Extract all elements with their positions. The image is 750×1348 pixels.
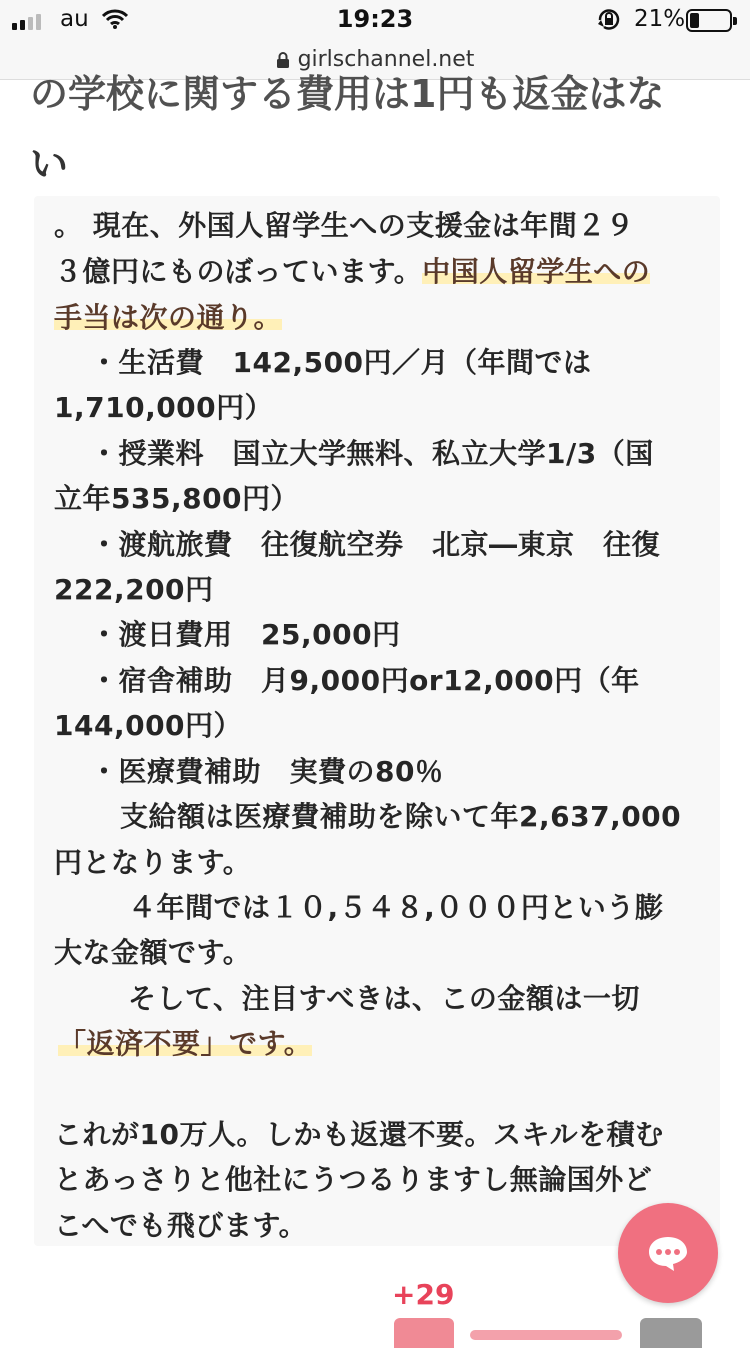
quote-line: これが10万人。しかも返還不要。スキルを積む	[54, 1118, 664, 1151]
quote-line: ・医療費補助 実費の80％	[90, 755, 444, 788]
plus-vote-button[interactable]	[394, 1318, 454, 1348]
quote-line: 144,000円）	[54, 709, 243, 742]
quote-line: ・生活費 142,500円／月（年間では	[90, 346, 592, 379]
battery-percent: 21%	[634, 6, 686, 32]
highlight-text: 手当は次の通り。	[54, 301, 283, 334]
clock: 19:23	[336, 5, 414, 33]
quote-line: ・宿舎補助 月9,000円or12,000円（年	[90, 664, 640, 697]
quote-line: 円となります。	[54, 846, 252, 879]
quote-line: 222,200円	[54, 573, 214, 606]
quote-line	[54, 250, 650, 290]
quote-line: こへでも飛びます。	[54, 1209, 308, 1242]
quote-text: ３億円にものぼっています。	[54, 255, 423, 288]
quote-line	[128, 977, 640, 1017]
post-heading-line: の学校に関する費用は1円も返金はな	[30, 72, 665, 116]
chat-bubble-icon	[646, 1233, 690, 1273]
quote-line: ４年間では１０,５４８,０００円という膨	[128, 891, 664, 924]
quote-line: 大な金額です。	[54, 936, 252, 969]
carrier-label: au	[60, 6, 89, 32]
minus-vote-button[interactable]	[640, 1318, 702, 1348]
status-bar	[0, 0, 750, 40]
quote-line: ・渡航旅費 往復航空券 北京―東京 往復	[90, 528, 661, 561]
quote-line: ・渡日費用 25,000円	[90, 618, 401, 651]
quote-text: そして、注目すべきは、この金額は一切	[128, 982, 640, 1015]
quote-line: ・授業料 国立大学無料、私立大学1/3（国	[90, 437, 654, 470]
quote-line	[54, 296, 282, 336]
quote-line: 。 現在、外国人留学生への支援金は年間２９	[54, 209, 635, 242]
comment-button[interactable]	[618, 1203, 718, 1303]
url-text: girlschannel.net	[297, 47, 475, 72]
quote-line: 支給額は医療費補助を除いて年2,637,000	[120, 800, 682, 833]
post-heading-line: い	[30, 142, 69, 186]
quote-line	[58, 1022, 312, 1062]
battery-icon	[686, 9, 732, 32]
highlight-text: 「返済不要」です。	[58, 1027, 313, 1060]
vote-ratio-bar	[470, 1330, 622, 1340]
quote-line: 1,710,000円）	[54, 391, 274, 424]
rotation-lock-icon	[596, 8, 622, 32]
quote-line: 立年535,800円）	[54, 482, 300, 515]
vote-score: +29	[392, 1278, 455, 1311]
quote-line: とあっさりと他社にうつるりますし無論国外ど	[54, 1163, 653, 1196]
highlight-text: 中国人留学生への	[422, 255, 651, 288]
post-heading	[30, 64, 730, 194]
